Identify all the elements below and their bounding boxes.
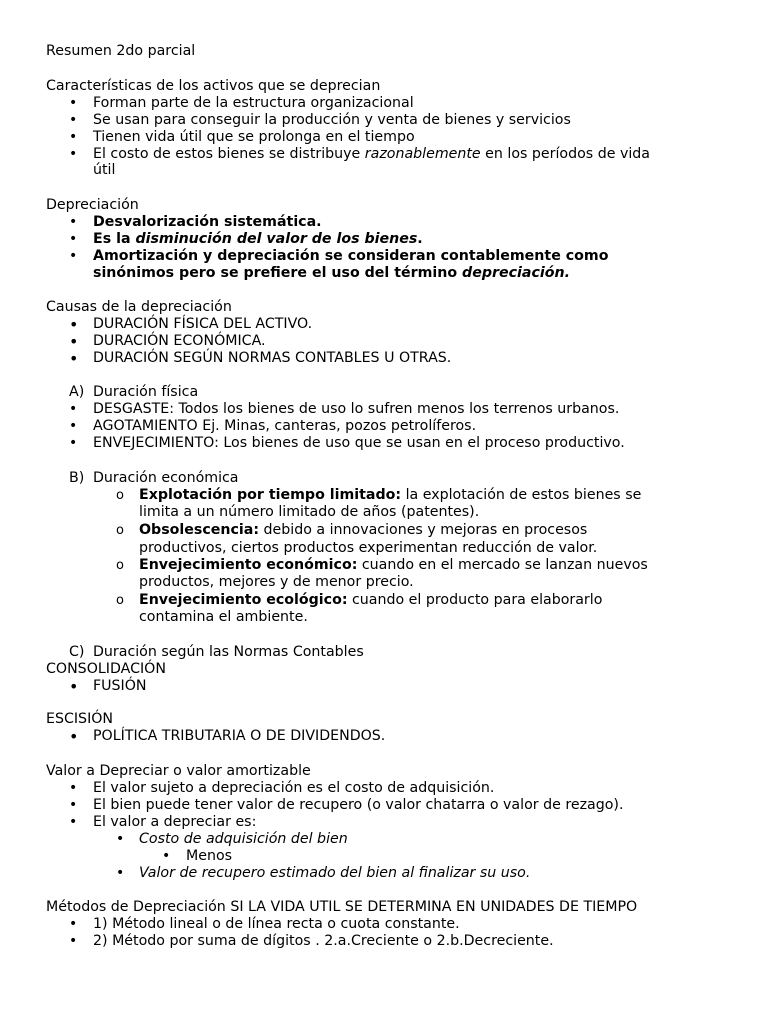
list-item — [139, 522, 587, 539]
bullet-marker: • — [69, 418, 78, 434]
list-item: DESGASTE: Todos los bienes de uso lo sufren menos los terrenos urbanos. — [93, 401, 620, 417]
heading-consolidacion: CONSOLIDACIÓN — [46, 661, 166, 677]
term-label: Explotación por tiempo limitado: — [139, 487, 402, 503]
bullet-marker: • — [69, 112, 78, 128]
list-item: 2) Método por suma de dígitos . 2.a.Creciente o 2.b.Decreciente. — [93, 933, 554, 949]
bullet-marker: • — [69, 315, 79, 334]
list-item — [93, 146, 650, 163]
bullet-marker: • — [69, 401, 78, 417]
list-item: ENVEJECIMIENTO: Los bienes de uso que se usan en el proceso productivo. — [93, 435, 625, 451]
list-item — [139, 487, 641, 504]
list-item-continuation: útil — [93, 162, 116, 178]
text-run: cuando en el mercado se lanzan nuevos — [357, 557, 648, 573]
text-run: sinónimos pero se prefiere el uso del término — [93, 265, 463, 281]
heading-caracteristicas: Características de los activos que se deprecian — [46, 78, 381, 94]
text-run: . — [417, 231, 423, 247]
bullet-marker: • — [69, 814, 78, 830]
list-letter: B) — [69, 470, 85, 486]
list-item: El valor sujeto a depreciación es el costo de adquisición. — [93, 780, 495, 796]
list-item: Desvalorización sistemática. — [93, 214, 322, 230]
heading-duracion-fisica: Duración física — [93, 384, 199, 400]
term-label: Envejecimiento económico: — [139, 557, 358, 573]
list-item: DURACIÓN SEGÚN NORMAS CONTABLES U OTRAS. — [93, 350, 452, 366]
bullet-marker: • — [116, 865, 125, 881]
bullet-marker: • — [69, 780, 78, 796]
list-item: Amortización y depreciación se consideran contablemente como — [93, 248, 609, 264]
circle-marker: o — [116, 558, 124, 573]
heading-normas-contables: Duración según las Normas Contables — [93, 644, 364, 660]
bullet-marker: • — [69, 146, 78, 162]
bullet-marker: • — [69, 95, 78, 111]
bullet-marker: • — [69, 677, 79, 696]
list-item: POLÍTICA TRIBUTARIA O DE DIVIDENDOS. — [93, 728, 386, 744]
bullet-marker: • — [69, 933, 78, 949]
text-run: en los períodos de vida — [480, 146, 650, 162]
text-run: la explotación de estos bienes se — [401, 487, 642, 503]
bullet-marker: • — [69, 129, 78, 145]
emphasis-text: razonablemente — [364, 146, 481, 162]
heading-causas: Causas de la depreciación — [46, 299, 232, 315]
list-item: DURACIÓN FÍSICA DEL ACTIVO. — [93, 316, 313, 332]
list-item: 1) Método lineal o de línea recta o cuota constante. — [93, 916, 460, 932]
bullet-marker: • — [162, 848, 171, 864]
list-item: El valor a depreciar es: — [93, 814, 257, 830]
list-letter: C) — [69, 644, 85, 660]
circle-marker: o — [116, 488, 124, 503]
list-item: Se usan para conseguir la producción y venta de bienes y servicios — [93, 112, 571, 128]
bullet-marker: • — [69, 248, 78, 264]
heading-valor-depreciar: Valor a Depreciar o valor amortizable — [46, 763, 311, 779]
sub-list-item: Costo de adquisición del bien — [139, 831, 348, 847]
heading-metodos: Métodos de Depreciación SI LA VIDA UTIL SE DETERMINA EN UNIDADES DE TIEMPO — [46, 899, 638, 915]
bullet-marker: • — [69, 797, 78, 813]
document-title: Resumen 2do parcial — [46, 43, 196, 59]
text-run: Es la — [93, 231, 136, 247]
list-item: Forman parte de la estructura organizacional — [93, 95, 414, 111]
term-label: Envejecimiento ecológico: — [139, 592, 348, 608]
bullet-marker: • — [69, 916, 78, 932]
heading-escision: ESCISIÓN — [46, 711, 114, 727]
text-run: cuando el producto para elaborarlo — [347, 592, 603, 608]
emphasis-text: depreciación. — [462, 265, 570, 281]
list-item: FUSIÓN — [93, 678, 147, 694]
list-item: AGOTAMIENTO Ej. Minas, canteras, pozos petrolíferos. — [93, 418, 477, 434]
term-label: Obsolescencia: — [139, 522, 259, 538]
list-item — [139, 592, 602, 609]
list-item-continuation: contamina el ambiente. — [139, 609, 308, 625]
heading-depreciacion: Depreciación — [46, 197, 139, 213]
bullet-marker: • — [69, 214, 78, 230]
text-run: El costo de estos bienes se distribuye — [93, 146, 365, 162]
bullet-marker: • — [69, 727, 79, 746]
heading-duracion-economica: Duración económica — [93, 470, 239, 486]
list-item-continuation: productos, mejores y de menor precio. — [139, 574, 414, 590]
list-item: Tienen vida útil que se prolonga en el tiempo — [93, 129, 415, 145]
circle-marker: o — [116, 523, 124, 538]
list-letter: A) — [69, 384, 85, 400]
list-item — [93, 231, 423, 248]
sub-sub-list-item: Menos — [186, 848, 233, 864]
sub-list-item: Valor de recupero estimado del bien al finalizar su uso. — [139, 865, 531, 881]
circle-marker: o — [116, 593, 124, 608]
list-item: DURACIÓN ECONÓMICA. — [93, 333, 266, 349]
list-item-continuation: productivos, ciertos productos experimentan reducción de valor. — [139, 540, 598, 556]
bullet-marker: • — [116, 831, 125, 847]
bullet-marker: • — [69, 435, 78, 451]
bullet-marker: • — [69, 349, 79, 368]
bullet-marker: • — [69, 231, 78, 247]
text-run: debido a innovaciones y mejoras en procesos — [259, 522, 588, 538]
bullet-marker: • — [69, 332, 79, 351]
list-item-continuation — [93, 265, 570, 282]
list-item-continuation: limita a un número limitado de años (patentes). — [139, 504, 480, 520]
list-item — [139, 557, 648, 574]
list-item: El bien puede tener valor de recupero (o valor chatarra o valor de rezago). — [93, 797, 624, 813]
emphasis-text: disminución del valor de los bienes — [135, 231, 418, 247]
